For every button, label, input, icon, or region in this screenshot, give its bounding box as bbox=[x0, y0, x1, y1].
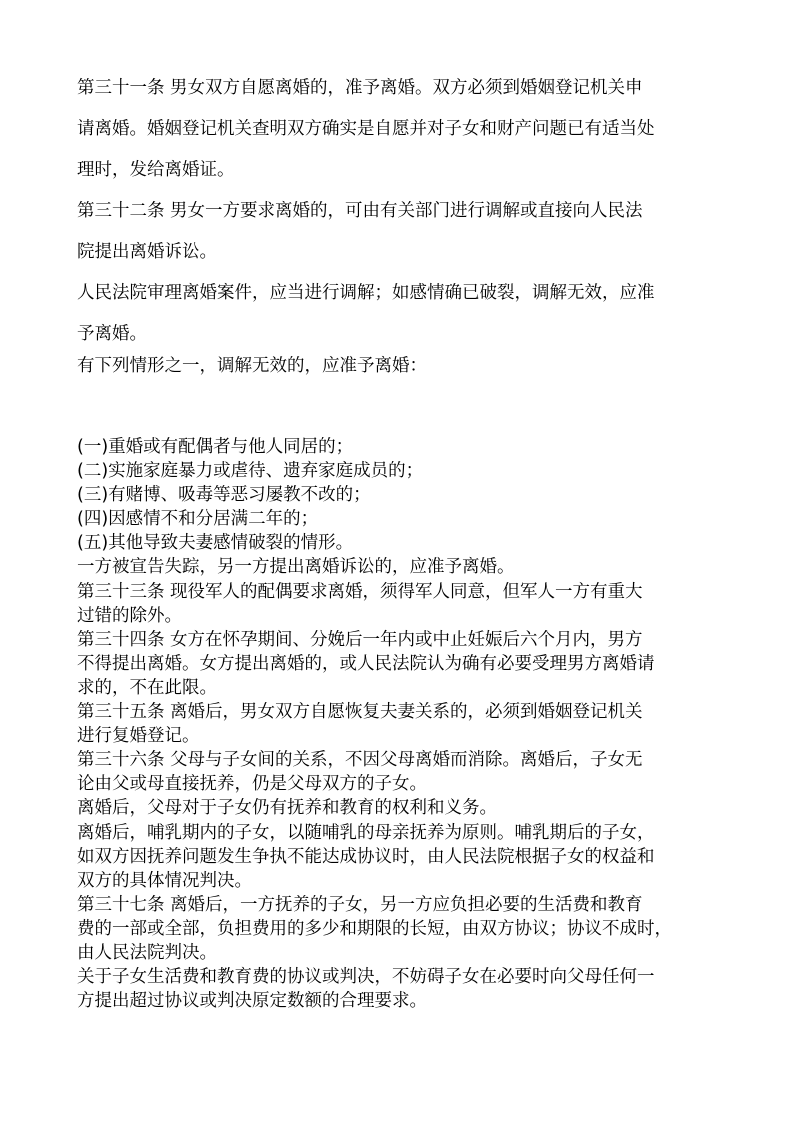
article-33-line: 第三十三条 现役军人的配偶要求离婚，须得军人同意，但军人一方有重大 bbox=[77, 581, 643, 602]
article-37-line: 费的一部或全部，负担费用的多少和期限的长短，由双方协议；协议不成时， bbox=[77, 918, 672, 939]
article-32-items-and-following bbox=[77, 435, 757, 1013]
article-35-line: 进行复婚登记。 bbox=[77, 726, 200, 747]
text-line: 第三十一条 男女双方自愿离婚的，准予离婚。双方必须到婚姻登记机关申 bbox=[77, 78, 643, 98]
article-36-line: 如双方因抚养问题发生争执不能达成协议时，由人民法院根据子女的权益和 bbox=[77, 846, 655, 867]
article-37-line: 由人民法院判决。 bbox=[77, 942, 217, 963]
text-line: 请离婚。婚姻登记机关查明双方确实是自愿并对子女和财产问题已有适当处 bbox=[77, 119, 655, 139]
list-item: (一)重婚或有配偶者与他人同居的； bbox=[77, 437, 354, 457]
list-item: (二)实施家庭暴力或虐待、遗弃家庭成员的； bbox=[77, 461, 424, 482]
text-line: 理时，发给离婚证。 bbox=[77, 160, 235, 180]
article-32-paragraph-3 bbox=[77, 346, 749, 387]
article-32 bbox=[77, 191, 749, 273]
article-37-line: 第三十七条 离婚后，一方抚养的子女，另一方应负担必要的生活费和教育 bbox=[77, 894, 643, 915]
article-37-line: 关于子女生活费和教育费的协议或判决，不妨碍子女在必要时向父母任何一 bbox=[77, 967, 655, 988]
text-line: 有下列情形之一，调解无效的，应准予离婚： bbox=[77, 356, 427, 376]
text-line: 院提出离婚诉讼。 bbox=[77, 242, 217, 262]
list-item: (四)因感情不和分居满二年的； bbox=[77, 509, 319, 530]
article-36-line: 离婚后，哺乳期内的子女，以随哺乳的母亲抚养为原则。哺乳期后的子女， bbox=[77, 822, 655, 843]
article-37-line: 方提出超过协议或判决原定数额的合理要求。 bbox=[77, 991, 427, 1012]
list-item: (五)其他导致夫妻感情破裂的情形。 bbox=[77, 533, 354, 554]
article-36-line: 第三十六条 父母与子女间的关系，不因父母离婚而消除。离婚后，子女无 bbox=[77, 750, 643, 771]
article-36-line: 双方的具体情况判决。 bbox=[77, 870, 252, 891]
text-line: 第三十二条 男女一方要求离婚的，可由有关部门进行调解或直接向人民法 bbox=[77, 201, 643, 221]
text-line: 一方被宣告失踪，另一方提出离婚诉讼的，应准予离婚。 bbox=[77, 557, 515, 578]
article-34-line: 第三十四条 女方在怀孕期间、分娩后一年内或中止妊娠后六个月内，男方 bbox=[77, 629, 643, 650]
article-34-line: 不得提出离婚。女方提出离婚的，或人民法院认为确有必要受理男方离婚请 bbox=[77, 653, 655, 674]
article-35-line: 第三十五条 离婚后，男女双方自愿恢复夫妻关系的，必须到婚姻登记机关 bbox=[77, 702, 643, 723]
article-33-line: 过错的除外。 bbox=[77, 605, 182, 626]
list-item: (三)有赌博、吸毒等恶习屡教不改的； bbox=[77, 485, 371, 506]
article-31 bbox=[77, 68, 749, 191]
article-32-paragraph-2 bbox=[77, 273, 749, 355]
text-line: 人民法院审理离婚案件，应当进行调解；如感情确已破裂，调解无效，应准 bbox=[77, 283, 655, 303]
text-line: 予离婚。 bbox=[77, 324, 147, 344]
article-36-line: 论由父或母直接抚养，仍是父母双方的子女。 bbox=[77, 774, 427, 795]
article-36-line: 离婚后，父母对于子女仍有抚养和教育的权利和义务。 bbox=[77, 798, 497, 819]
article-34-line: 求的，不在此限。 bbox=[77, 677, 217, 698]
